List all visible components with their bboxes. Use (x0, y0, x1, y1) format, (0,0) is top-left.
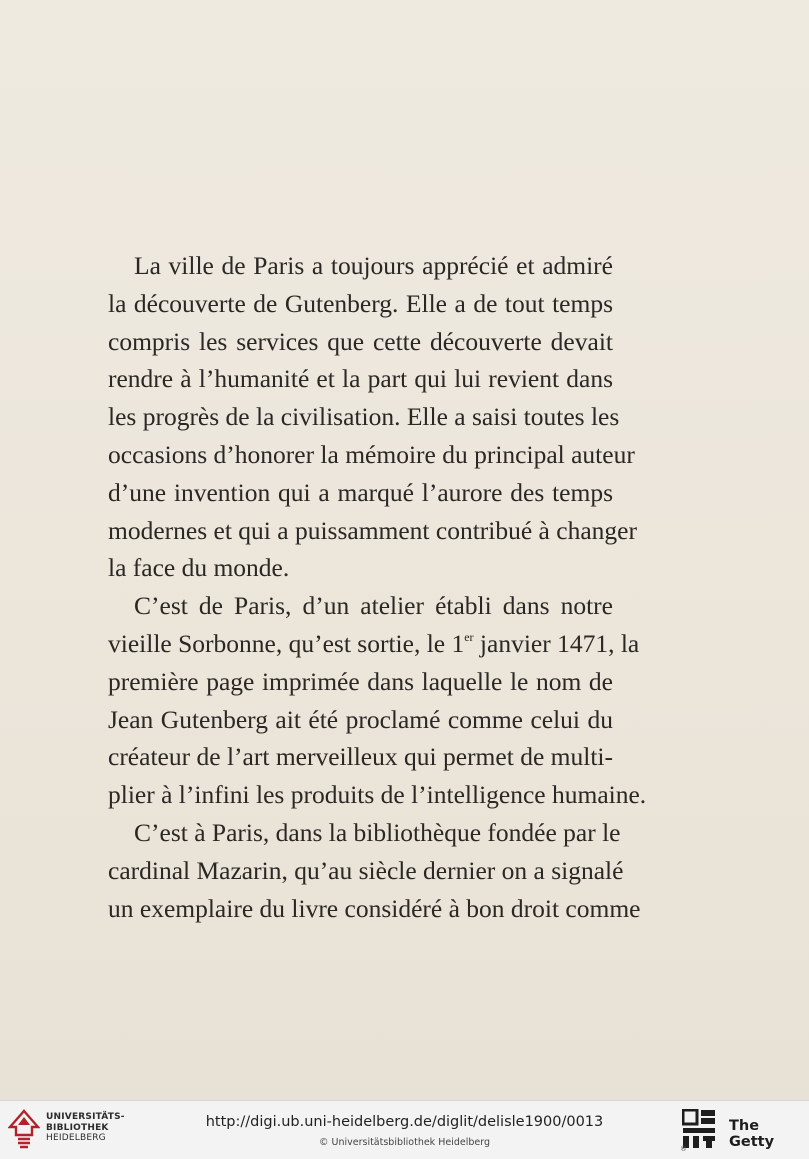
superscript: er (464, 629, 474, 644)
text-line: cardinal Mazarin, qu’au siècle dernier on a signalé (108, 855, 624, 885)
registered-mark: ® (680, 1145, 687, 1153)
text-line: Jean Gutenberg ait été proclamé comme celui du (108, 704, 613, 734)
text-line: modernes et qui a puissamment contribué à changer (108, 515, 637, 545)
text-line: occasions d’honorer la mémoire du principal auteur (108, 439, 635, 469)
text-line: C’est à Paris, dans la bibliothèque fondée par le (134, 817, 621, 847)
getty-logo-icon (682, 1109, 716, 1149)
permalink-url[interactable]: http://digi.ub.uni-heidelberg.de/diglit/delisle1900/0013 (205, 1114, 604, 1130)
text-line: les progrès de la civilisation. Elle a saisi toutes les (108, 402, 620, 432)
text-line: la face du monde. (108, 553, 290, 583)
text-line: rendre à l’humanité et la part qui lui revient dans (108, 364, 613, 394)
getty-name: The Getty (729, 1118, 775, 1150)
text-line: la découverte de Gutenberg. Elle a de tout temps (108, 288, 613, 318)
text-line: plier à l’infini les produits de l’intelligence humaine. (108, 780, 647, 810)
body-text (108, 247, 647, 927)
text-line: créateur de l’art merveilleux qui permet de multi- (108, 742, 613, 772)
text-line: La ville de Paris a toujours apprécié et admiré (134, 251, 613, 280)
copyright-notice: © Universitätsbibliothek Heidelberg (318, 1137, 490, 1148)
text-line: d’une invention qui a marqué l’aurore des temps (108, 477, 613, 507)
text-line: première page imprimée dans laquelle le nom de (108, 666, 613, 696)
text-line: un exemplaire du livre considéré à bon droit comme (108, 893, 641, 923)
library-name-line: BIBLIOTHEK (46, 1122, 109, 1133)
text-line: C’est de Paris, d’un atelier établi dans notre (134, 591, 613, 621)
text-line: compris les services que cette découverte devait (108, 326, 613, 356)
library-name-line: UNIVERSITÄTS- (46, 1112, 125, 1122)
text-fragment: vieille Sorbonne, qu’est sortie, le 1 (108, 628, 465, 658)
text-line-with-superscript (108, 625, 640, 663)
footer-bar (0, 1100, 809, 1159)
text-fragment: janvier 1471, la (473, 628, 640, 658)
library-name-line: HEIDELBERG (46, 1133, 106, 1143)
